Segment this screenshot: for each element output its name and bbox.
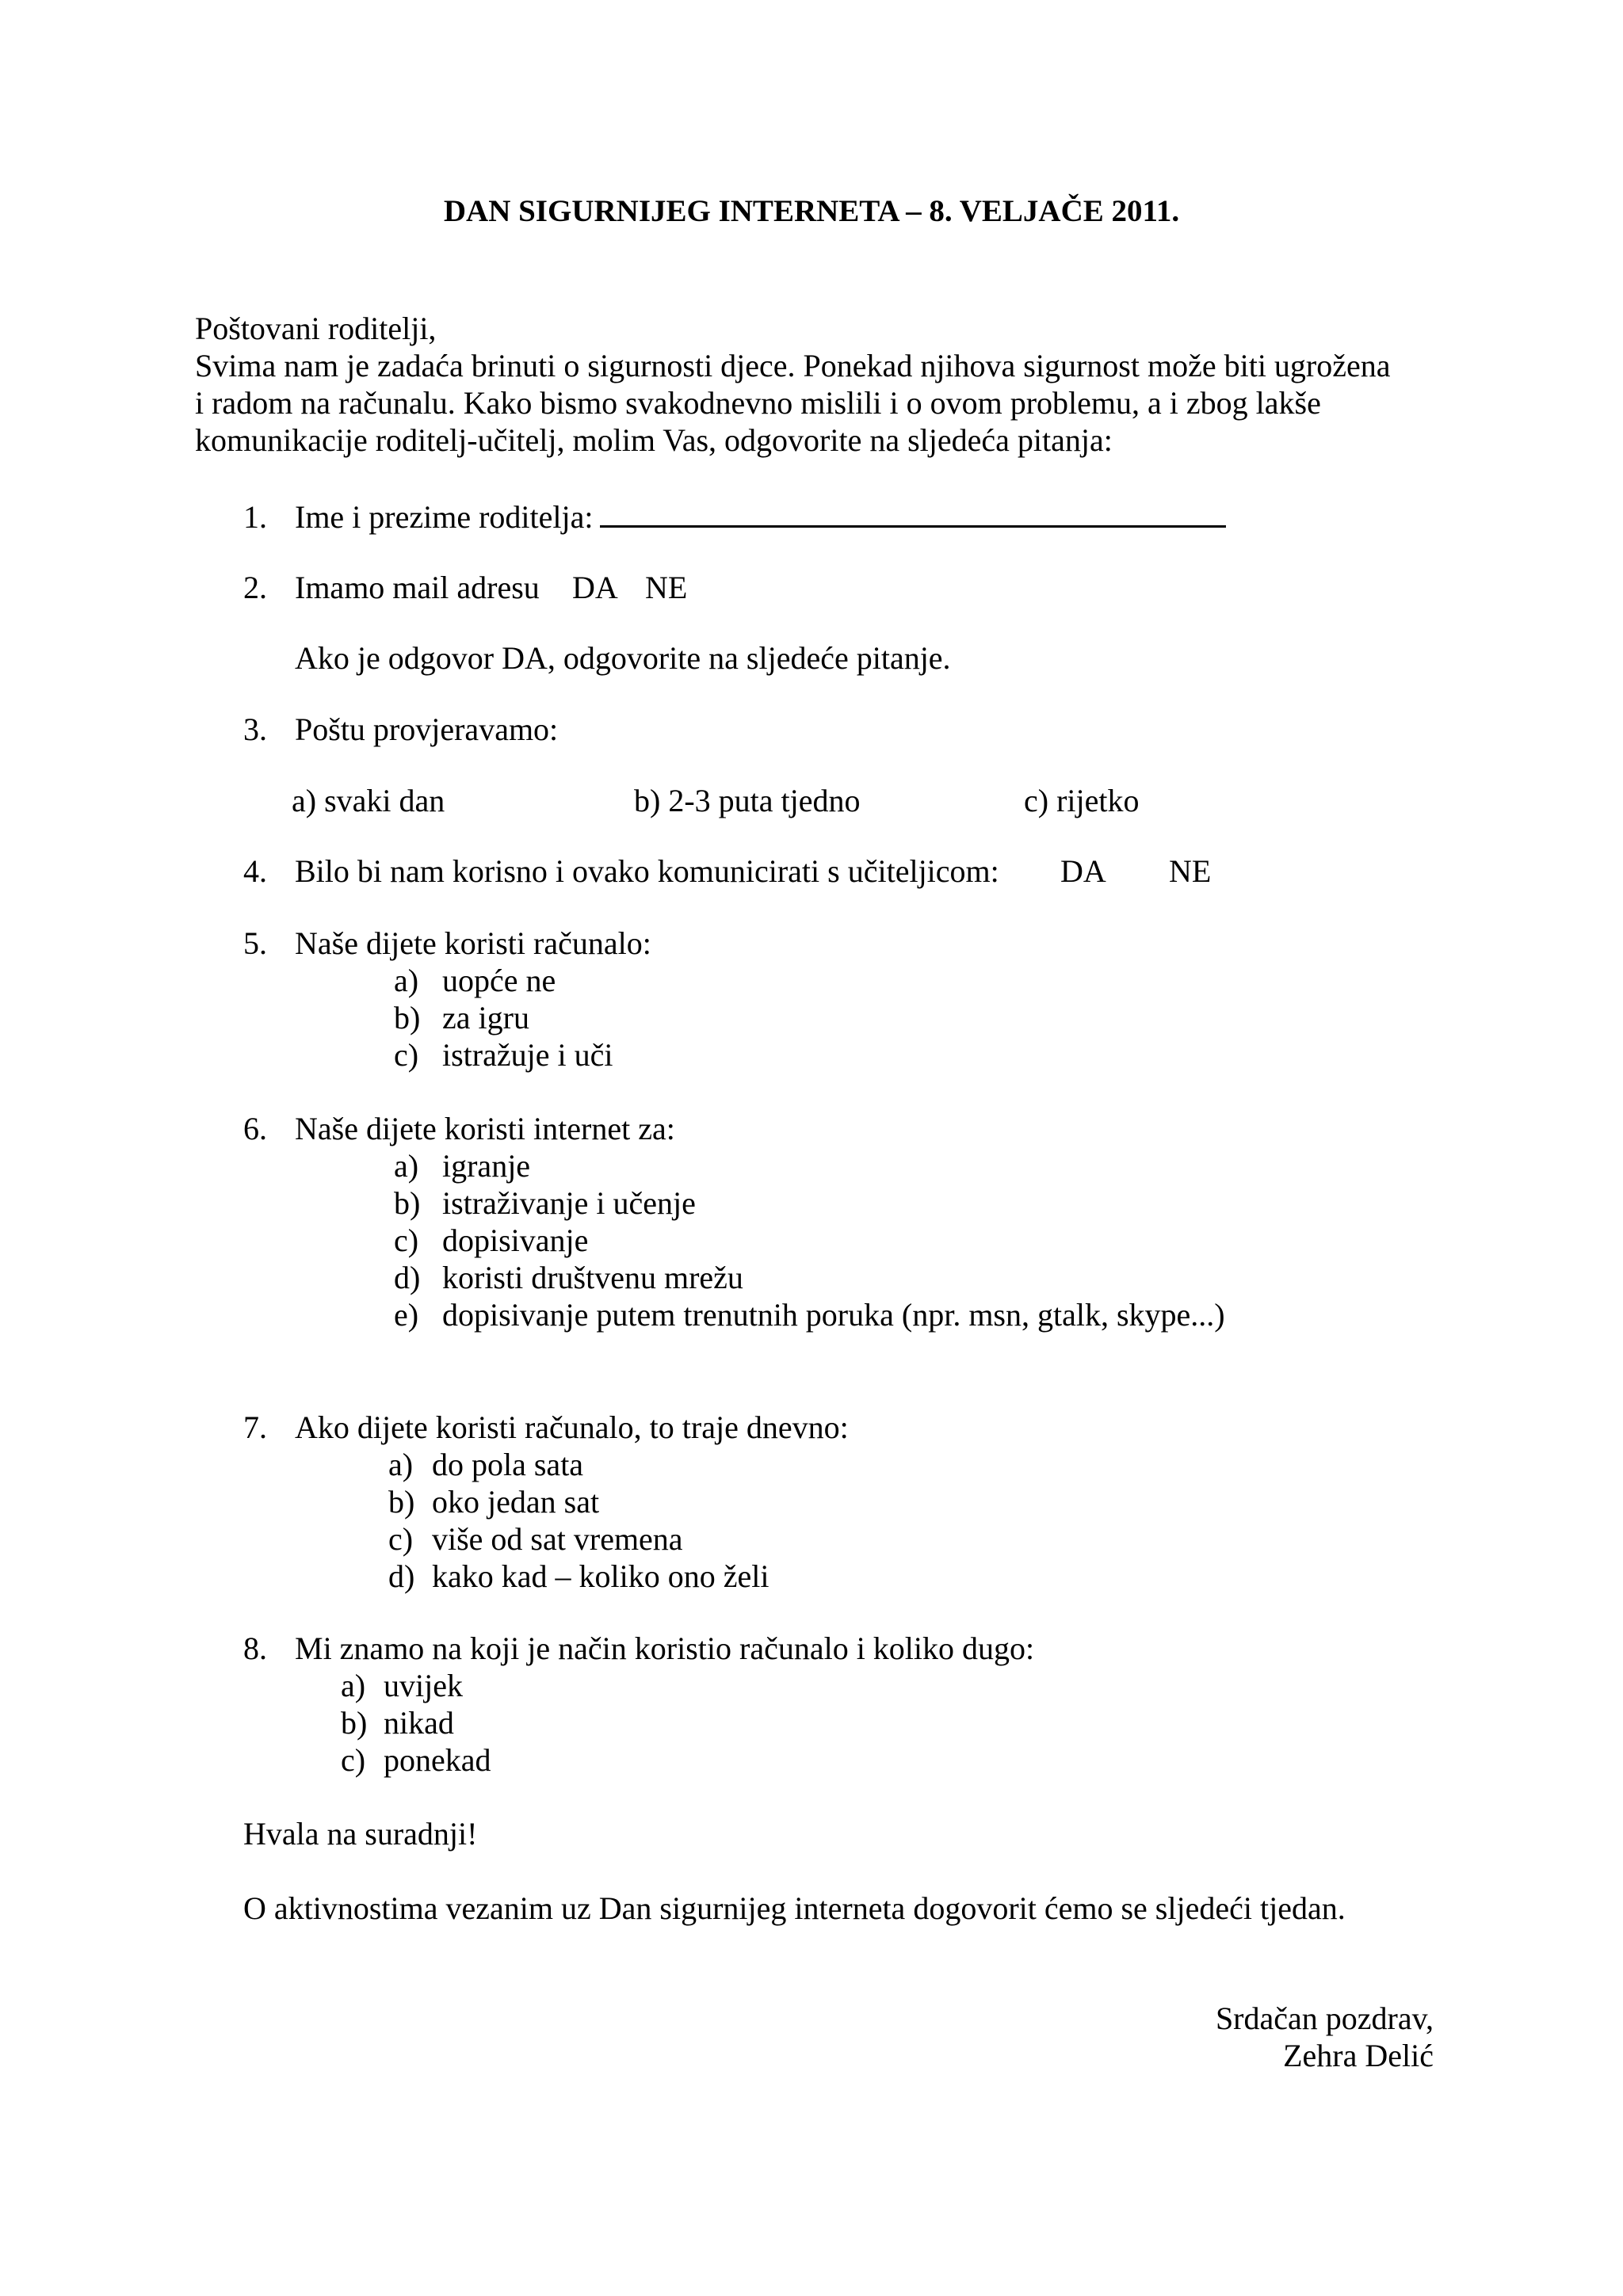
- question-8-text: Mi znamo na koji je način koristio računalo i koliko dugo:: [295, 1630, 1035, 1666]
- intro-line-1: Svima nam je zadaća brinuti o sigurnosti djece. Ponekad njihova sigurnost može biti ugrožena: [195, 348, 1391, 383]
- question-7-number: 7.: [243, 1409, 267, 1445]
- question-3-number: 3.: [243, 711, 267, 747]
- question-6-text: Naše dijete koristi internet za:: [295, 1111, 675, 1146]
- thanks-text: Hvala na suradnji!: [243, 1816, 478, 1852]
- question-5-option-b[interactable]: za igru: [442, 1000, 529, 1035]
- question-4-text: Bilo bi nam korisno i ovako komunicirati s učiteljicom:: [295, 853, 999, 889]
- question-8-option-c[interactable]: ponekad: [384, 1742, 491, 1778]
- question-2-yes[interactable]: DA: [572, 570, 618, 605]
- question-7-option-b[interactable]: oko jedan sat: [432, 1484, 600, 1520]
- question-3-text: Poštu provjeravamo:: [295, 711, 559, 747]
- closing-note: O aktivnostima vezanim uz Dan sigurnijeg interneta dogovorit ćemo se sljedeći tjedan.: [243, 1890, 1346, 1926]
- question-4-number: 4.: [243, 853, 267, 889]
- question-8-option-b[interactable]: nikad: [384, 1705, 454, 1741]
- parent-name-blank[interactable]: [600, 502, 1226, 528]
- question-6-option-e-letter: e): [394, 1297, 419, 1333]
- question-6-number: 6.: [243, 1111, 267, 1146]
- question-1: [295, 499, 1226, 536]
- question-1-text: Ime i prezime roditelja:: [295, 499, 594, 535]
- question-7-option-c-letter: c): [388, 1521, 414, 1557]
- question-2-number: 2.: [243, 570, 267, 605]
- question-5-option-a[interactable]: uopće ne: [442, 963, 556, 998]
- question-5-text: Naše dijete koristi računalo:: [295, 925, 651, 961]
- question-3-option-c[interactable]: c) rijetko: [1024, 783, 1140, 818]
- signature-name: Zehra Delić: [1283, 2038, 1434, 2073]
- intro-line-3: komunikacije roditelj-učitelj, molim Vas, odgovorite na sljedeća pitanja:: [195, 422, 1113, 458]
- question-8-option-c-letter: c): [341, 1742, 366, 1778]
- question-6-option-a-letter: a): [394, 1148, 419, 1184]
- question-6-option-e[interactable]: dopisivanje putem trenutnih poruka (npr. msn, gtalk, skype...): [442, 1297, 1225, 1333]
- question-4-no[interactable]: NE: [1169, 853, 1212, 889]
- question-6-option-d[interactable]: koristi društvenu mrežu: [442, 1260, 743, 1295]
- intro-line-2: i radom na računalu. Kako bismo svakodnevno mislili i o ovom problemu, a i zbog lakše: [195, 385, 1321, 421]
- question-2-note: Ako je odgovor DA, odgovorite na sljedeće pitanje.: [295, 640, 951, 676]
- question-7-option-a-letter: a): [388, 1447, 414, 1482]
- question-2-no[interactable]: NE: [645, 570, 688, 605]
- greeting: Poštovani roditelji,: [195, 311, 437, 346]
- question-7-option-c[interactable]: više od sat vremena: [432, 1521, 683, 1557]
- question-6-option-c[interactable]: dopisivanje: [442, 1222, 589, 1258]
- question-8-option-a-letter: a): [341, 1668, 366, 1703]
- question-5-option-b-letter: b): [394, 1000, 421, 1035]
- signature-regards: Srdačan pozdrav,: [1215, 2000, 1434, 2036]
- question-8-number: 8.: [243, 1630, 267, 1666]
- question-7-option-d-letter: d): [388, 1558, 415, 1594]
- question-6-option-a[interactable]: igranje: [442, 1148, 531, 1184]
- question-6-option-b-letter: b): [394, 1185, 421, 1221]
- question-7-option-b-letter: b): [388, 1484, 415, 1520]
- question-6-option-b[interactable]: istraživanje i učenje: [442, 1185, 696, 1221]
- question-5-option-a-letter: a): [394, 963, 419, 998]
- question-7-option-d[interactable]: kako kad – koliko ono želi: [432, 1558, 769, 1594]
- question-8-option-a[interactable]: uvijek: [384, 1668, 463, 1703]
- question-5-option-c-letter: c): [394, 1037, 419, 1073]
- question-6-option-d-letter: d): [394, 1260, 421, 1295]
- question-5-option-c[interactable]: istražuje i uči: [442, 1037, 613, 1073]
- question-3-option-b[interactable]: b) 2-3 puta tjedno: [634, 783, 861, 818]
- question-2-text: Imamo mail adresu: [295, 570, 540, 605]
- question-7-option-a[interactable]: do pola sata: [432, 1447, 584, 1482]
- question-4-yes[interactable]: DA: [1060, 853, 1106, 889]
- question-5-number: 5.: [243, 925, 267, 961]
- question-1-number: 1.: [243, 499, 267, 535]
- question-7-text: Ako dijete koristi računalo, to traje dnevno:: [295, 1409, 849, 1445]
- document-title: DAN SIGURNIJEG INTERNETA – 8. VELJAČE 2011.: [443, 194, 1180, 228]
- question-3-option-a[interactable]: a) svaki dan: [292, 783, 445, 818]
- question-8-option-b-letter: b): [341, 1705, 368, 1741]
- question-6-option-c-letter: c): [394, 1222, 419, 1258]
